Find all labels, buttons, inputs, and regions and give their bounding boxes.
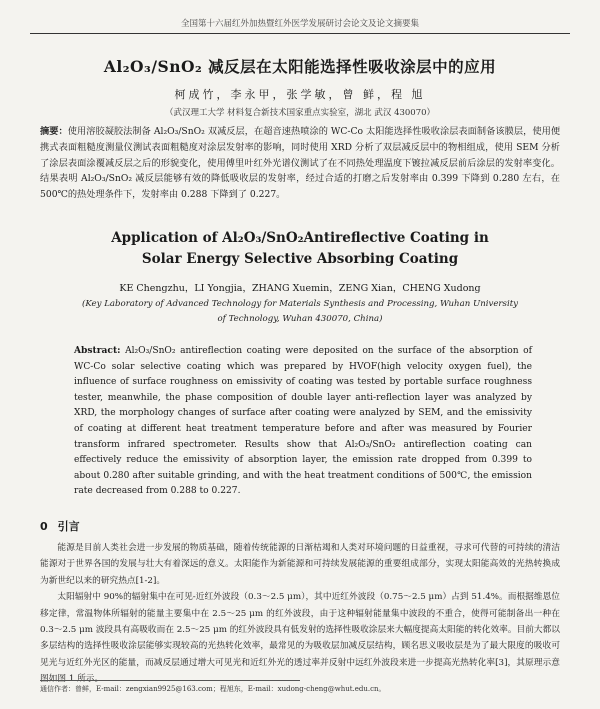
english-abstract-label: Abstract: xyxy=(74,345,121,356)
english-abstract-text: Al₂O₃/SnO₂ antireflection coating were deposited on the surface of the absorption of WC-Co solar selective coating which was prepared by HVOF(high velocity oxygen fuel), the influence of surface roughness on emissivity of coating was tested by portable surface roughness tester, meanwhile, the phase composition of double layer anti-reflection layer was analyzed by XRD, the morphology changes of surface after coating were analyzed by SEM, and the emissivity of coating at different heat treatment temperature before and after was measured by Fourier transform infrared spectrometer. Results show that Al₂O₃/SnO₂ antireflection coating can effectively reduce the emissivity of absorption layer, the emission rate dropped from 0.399 to about 0.280 after suitable grinding, and with the heat treatment conditions of 500℃, the emission rate decreased from 0.288 to 0.227. xyxy=(74,346,532,497)
english-title xyxy=(30,228,570,270)
english-affiliation: (Key Laboratory of Advanced Technology for Materials Synthesis and Processing, Wuhan University of Technology, Wuhan 430070, China) xyxy=(81,299,518,324)
chinese-affiliation: （武汉理工大学 材料复合新技术国家重点实验室，湖北 武汉 430070） xyxy=(164,108,436,118)
english-title-line1: Application of Al₂O₃/SnO₂Antireflective Coating in xyxy=(111,230,489,246)
chinese-authors: 柯成竹，李永甲，张学敏，曾 鲜，程 旭 xyxy=(174,88,426,101)
intro-paragraph-1: 能源是目前人类社会进一步发展的物质基础，随着传统能源的日渐枯竭和人类对环境问题的日益重视，寻求可代替的可持续的清洁能源对于世界各国的发展与壮大有着深远的意义。太阳能作为新能源和可持续发展能源的重要组成部分，实现太阳能高效的光热转换成为新世纪以来的研究热点[1-2]。 xyxy=(40,543,560,586)
body-text xyxy=(40,540,560,688)
chinese-abstract-label: 摘要： xyxy=(40,126,68,137)
section-number: 0 xyxy=(40,520,48,533)
running-header: 全国第十六届红外加热暨红外医学发展研讨会论文及论文摘要集 xyxy=(30,17,570,34)
footnote-text: 通信作者：曾鲜，E-mail：zengxian9925@163.com；程旭东，E-mail：xudong-cheng@whut.edu.cn。 xyxy=(40,685,386,693)
chinese-abstract xyxy=(40,124,560,203)
chinese-title: Al₂O₃/SnO₂ 减反层在太阳能选择性吸收涂层中的应用 xyxy=(103,57,497,76)
english-title-line2: Solar Energy Selective Absorbing Coating xyxy=(141,251,459,267)
english-authors: KE Chengzhu，LI Yongjia，ZHANG Xuemin，ZENG Xian，CHENG Xudong xyxy=(119,283,481,294)
footnote xyxy=(40,680,386,694)
english-abstract xyxy=(74,343,532,500)
section-heading xyxy=(40,518,80,534)
chinese-abstract-text: 使用溶胶凝胶法制备 Al₂O₃/SnO₂ 双减反层，在超音速热喷涂的 WC-Co 太阳能选择性吸收涂层表面制备该膜层，使用便携式表面粗糙度测量仪测试表面粗糙度对涂层发射率的影响，同时使用 XRD 分析了双层减反层中的物相组成，使用 SEM 分析了涂层表面涂覆减反层之后的形貌变化，使用傅里叶红外光谱仪测试了在不同热处理温度下镀拉减反层前后涂层的发射率变化。结果表明 Al₂O₃/SnO₂ 减反层能够有效的降低吸收层的发射率，经过合适的打磨之后发射率由 0.399 下降到 0.280 左右，在 500℃的热处理条件下，发射率由 0.288 下降到了 0.227。 xyxy=(40,126,561,201)
intro-paragraph-2: 太阳辐射中 90%的辐射集中在可见-近红外波段（0.3～2.5 μm），其中近红外波段（0.75～2.5 μm）占到 51.4%。而根据维恩位移定律，常温物体所辐射的能量主要集中在 2.5～25 μm 的红外波段，由于这种辐射能量集中波段的不重合，使得可能制备出一种在 0.3～2.5 μm 波段具有高吸收而在 2.5～25 μm 的红外波段具有低发射的选择性吸收涂层来大幅度提高太阳能的转化效率。目前大都以多层结构的选择性吸收涂层能够实现较高的光热转化效率，最常见的为吸收层加减反层结构，顾名思义吸收层是为了最大限度的吸收可见光与近红外光区的能量，而减反层通过增大可见光和近红外光的透过率并反射中远红外波段来进一步提高光热转化率[3]，其原理示意图如图 1 所示。 xyxy=(40,592,560,685)
section-title: 引言 xyxy=(57,520,80,533)
